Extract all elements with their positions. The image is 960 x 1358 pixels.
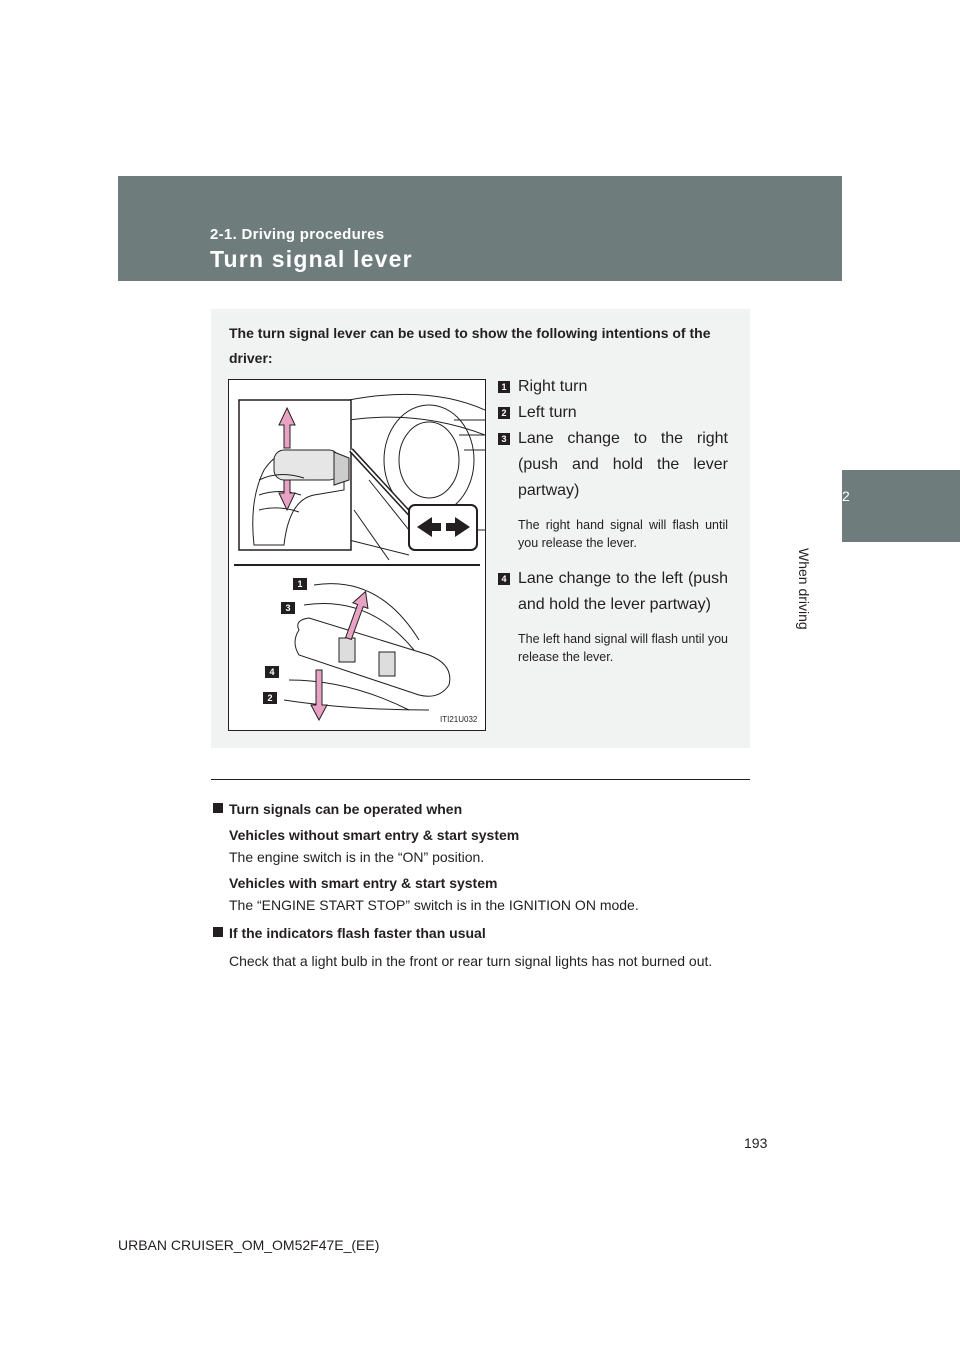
note-subheading: Vehicles with smart entry & start system (229, 875, 498, 891)
list-item (498, 400, 728, 426)
item-number: 1 (498, 381, 510, 393)
document-footer: URBAN CRUISER_OM_OM52F47E_(EE) (118, 1237, 380, 1253)
list-item (498, 566, 728, 618)
square-bullet-icon (213, 803, 223, 813)
intentions-list (498, 374, 728, 680)
note-subheading: Vehicles without smart entry & start system (229, 827, 520, 843)
list-item (498, 426, 728, 504)
turn-signal-lever-drawing (229, 380, 485, 730)
note-heading-text: If the indicators flash faster than usual (229, 925, 486, 941)
note-text: The engine switch is in the “ON” position. (229, 849, 485, 865)
page-title: Turn signal lever (210, 246, 413, 272)
note-heading-text: Turn signals can be operated when (229, 801, 463, 817)
callout-3: 3 (285, 603, 291, 613)
note-text: Check that a light bulb in the front or rear turn signal lights has not burned out. (229, 953, 713, 969)
note-text: The “ENGINE START STOP” switch is in the IGNITION ON mode. (229, 897, 639, 913)
item-label: Right turn (518, 378, 588, 395)
item-note: The left hand signal will flash until you release the lever. (518, 632, 728, 664)
note-heading (213, 798, 745, 820)
section-label: 2-1. Driving procedures (210, 226, 385, 243)
info-panel (211, 309, 750, 748)
callout-1: 1 (297, 579, 303, 589)
note-heading (213, 922, 745, 944)
square-bullet-icon (213, 927, 223, 937)
callout-4: 4 (269, 667, 275, 677)
item-number: 4 (498, 573, 510, 585)
notes-section (213, 798, 745, 972)
chapter-label: When driving (796, 548, 812, 630)
header-bar (118, 176, 842, 281)
item-label: Lane change to the left (push and hold the lever partway) (518, 570, 728, 613)
list-item (498, 374, 728, 400)
item-number: 3 (498, 433, 510, 445)
item-number: 2 (498, 407, 510, 419)
panel-intro: The turn signal lever can be used to show the following intentions of the driver: (229, 325, 711, 366)
item-label: Left turn (518, 404, 577, 421)
chapter-number-label: 2 (796, 496, 804, 512)
page-number: 193 (744, 1135, 768, 1151)
item-note: The right hand signal will flash until you release the lever. (518, 518, 728, 550)
divider (211, 779, 750, 780)
turn-signal-illustration (228, 379, 486, 731)
illustration-code: ITI21U032 (440, 715, 478, 724)
chapter-tab (842, 470, 960, 542)
callout-2: 2 (267, 693, 273, 703)
item-label: Lane change to the right (push and hold the lever partway) (518, 430, 728, 499)
